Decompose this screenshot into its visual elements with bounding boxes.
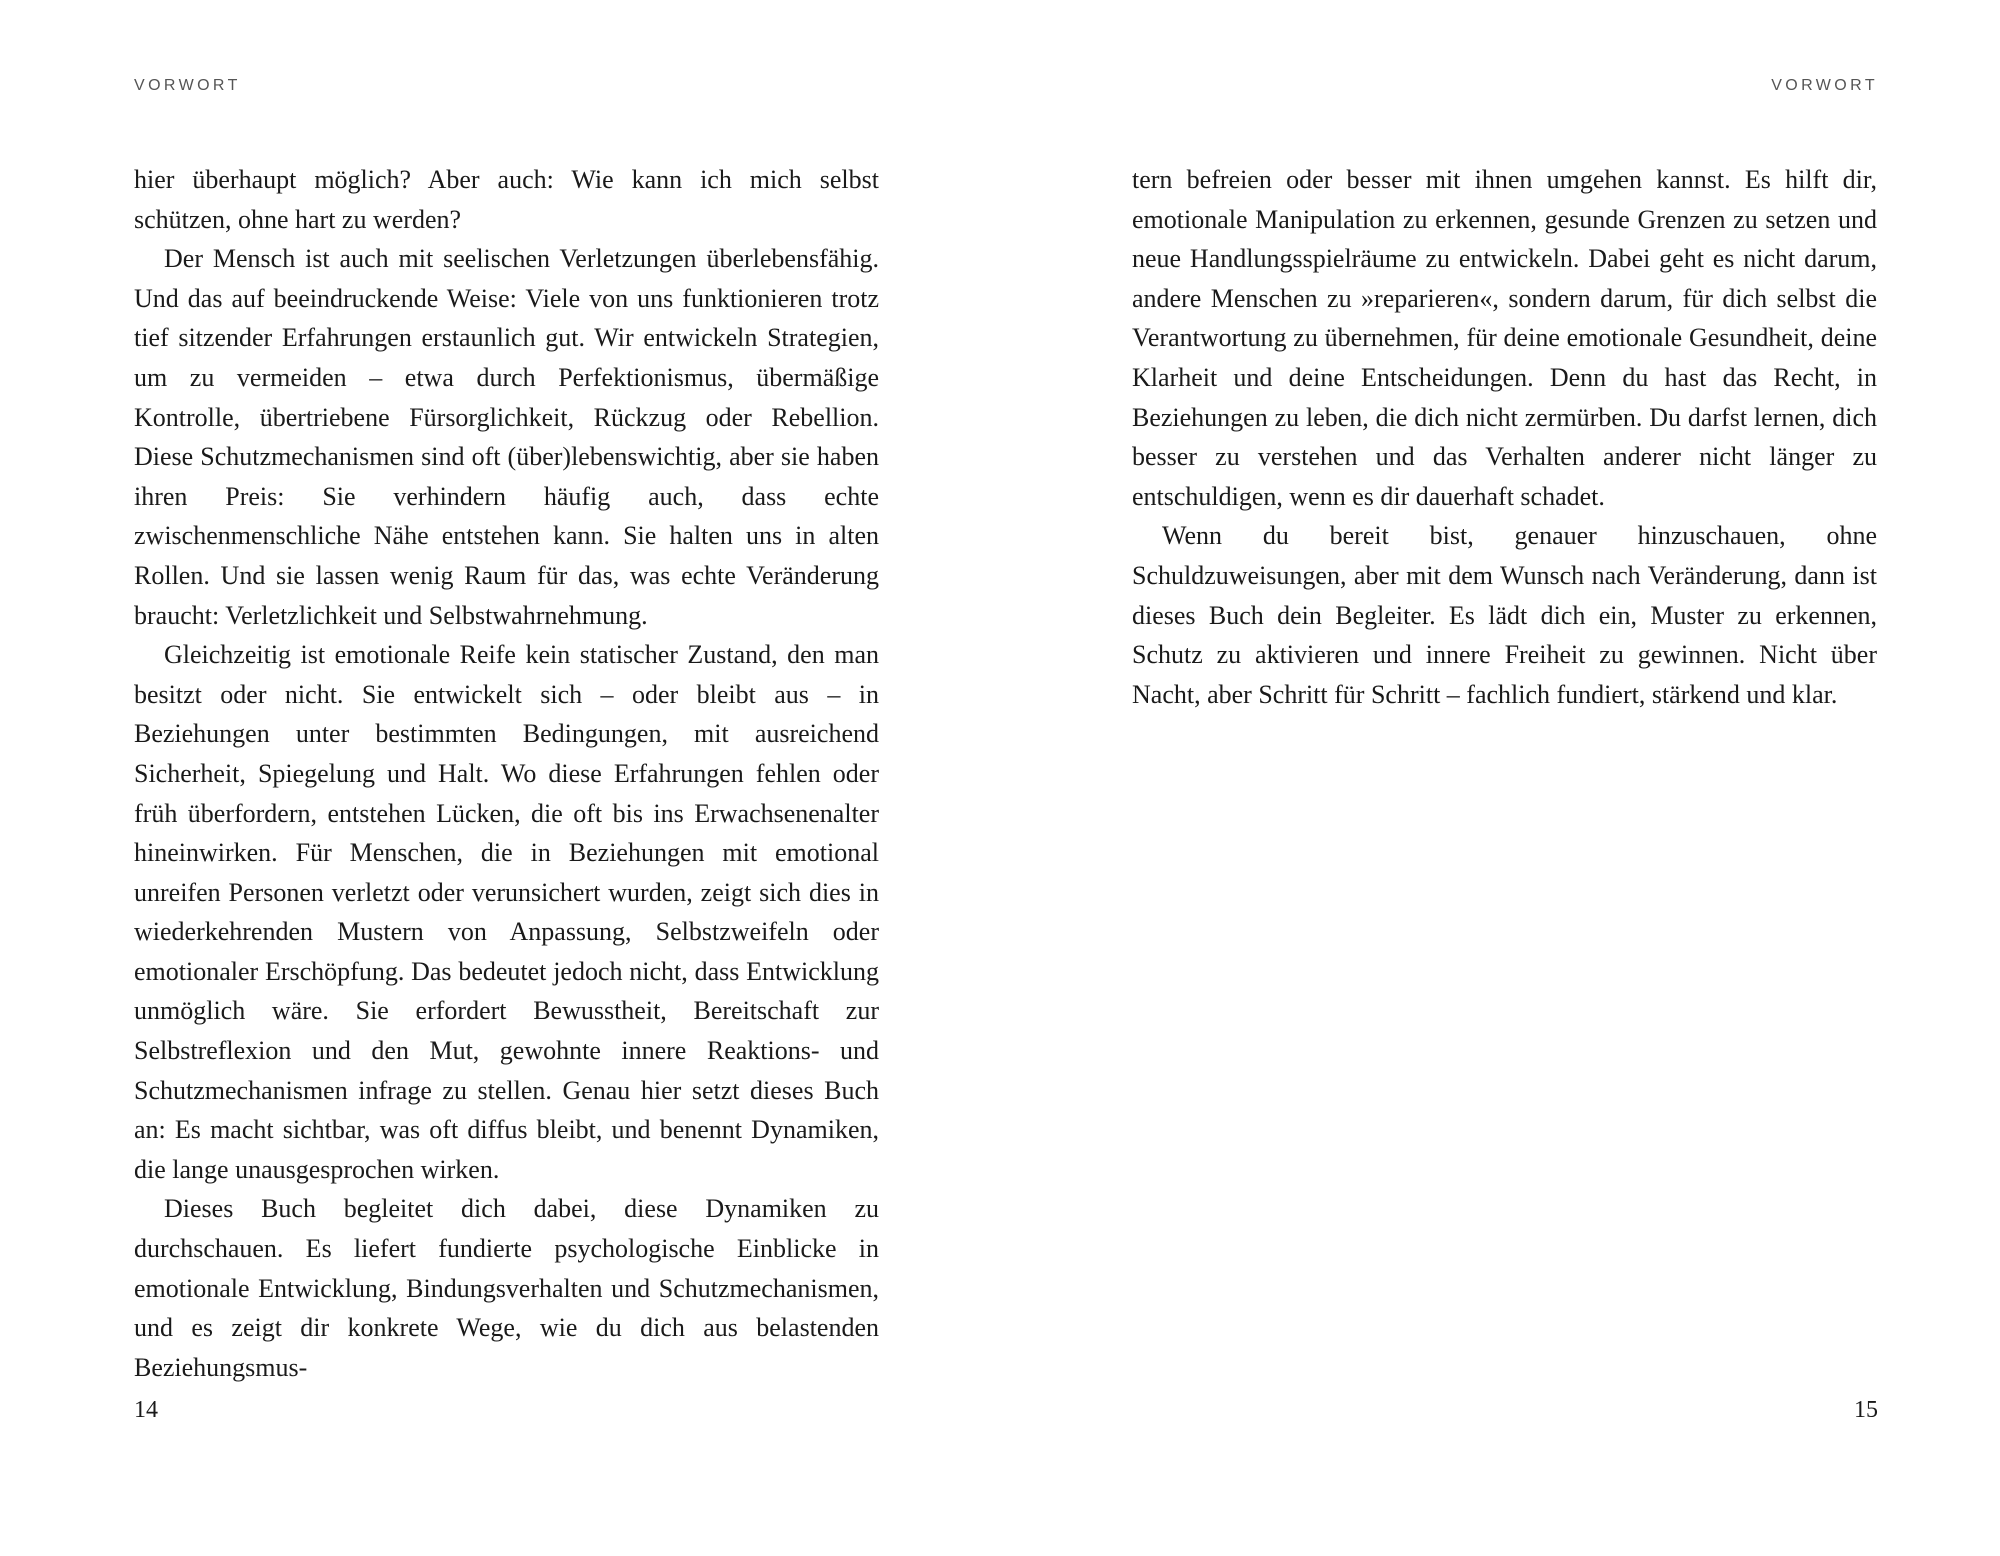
- left-page-body: [134, 160, 879, 1387]
- right-page-body: [1132, 160, 1877, 714]
- page-number-right: 15: [1854, 1397, 1878, 1423]
- paragraph: Der Mensch ist auch mit seelischen Verletzungen überlebensfähig. Und das auf beeindruckende Weise: Viele von uns funktionieren trotz tief sitzender Erfahrungen erstaunlich gut. Wir entwickeln Strategien, um zu vermeiden – etwa durch Perfektionismus, übermäßige Kontrolle, übertriebene Fürsorglichkeit, Rückzug oder Rebellion. Diese Schutzmechanismen sind oft (über)lebenswichtig, aber sie haben ihren Preis: Sie verhindern häufig auch, dass echte zwischenmenschliche Nähe entstehen kann. Sie halten uns in alten Rollen. Und sie lassen wenig Raum für das, was echte Veränderung braucht: Verletzlichkeit und Selbstwahrnehmung.: [134, 244, 879, 630]
- paragraph: Wenn du bereit bist, genauer hinzuschauen, ohne Schuldzuweisungen, aber mit dem Wunsch nach Veränderung, dann ist dieses Buch dein Begleiter. Es lädt dich ein, Muster zu erkennen, Schutz zu aktivieren und innere Freiheit zu gewinnen. Nicht über Nacht, aber Schritt für Schritt – fachlich fundiert, stärkend und klar.: [1132, 521, 1877, 709]
- paragraph: Dieses Buch begleitet dich dabei, diese Dynamiken zu durchschauen. Es liefert fundierte psychologische Einblicke in emotionale Entwicklung, Bindungsverhalten und Schutzmechanismen, und es zeigt dir konkrete Wege, wie du dich aus belastenden Beziehungsmus-: [134, 1194, 879, 1382]
- paragraph: tern befreien oder besser mit ihnen umgehen kannst. Es hilft dir, emotionale Manipulation zu erkennen, gesunde Grenzen zu setzen und neue Handlungsspielräume zu entwickeln. Dabei geht es nicht darum, andere Menschen zu »reparieren«, sondern darum, für dich selbst die Verantwortung zu übernehmen, für deine emotionale Gesundheit, deine Klarheit und deine Entscheidungen. Denn du hast das Recht, in Beziehungen zu leben, die dich nicht zermürben. Du darfst lernen, dich besser zu verstehen und das Verhalten anderer nicht länger zu entschuldigen, wenn es dir dauerhaft schadet.: [1132, 165, 1877, 511]
- paragraph: Gleichzeitig ist emotionale Reife kein statischer Zustand, den man besitzt oder nicht. Sie entwickelt sich – oder bleibt aus – in Beziehungen unter bestimmten Bedingungen, mit ausreichend Sicherheit, Spiegelung und Halt. Wo diese Erfahrungen fehlen oder früh überfordern, entstehen Lücken, die oft bis ins Erwachsenenalter hineinwirken. Für Menschen, die in Beziehungen mit emotional unreifen Personen verletzt oder verunsichert wurden, zeigt sich dies in wiederkehrenden Mustern von Anpassung, Selbstzweifeln oder emotionaler Erschöpfung. Das bedeutet jedoch nicht, dass Entwicklung unmöglich wäre. Sie erfordert Bewusstheit, Bereitschaft zur Selbstreflexion und den Mut, gewohnte innere Reaktions- und Schutzmechanismen infrage zu stellen. Genau hier setzt dieses Buch an: Es macht sichtbar, was oft diffus bleibt, und benennt Dynamiken, die lange unausgesprochen wirken.: [134, 640, 879, 1184]
- running-head-left: VORWORT: [134, 77, 241, 94]
- right-page: [1000, 0, 2000, 1556]
- page-number-left: 14: [134, 1397, 158, 1423]
- paragraph: hier überhaupt möglich? Aber auch: Wie kann ich mich selbst schützen, ohne hart zu werden?: [134, 165, 879, 234]
- running-head-right: VORWORT: [1771, 77, 1878, 94]
